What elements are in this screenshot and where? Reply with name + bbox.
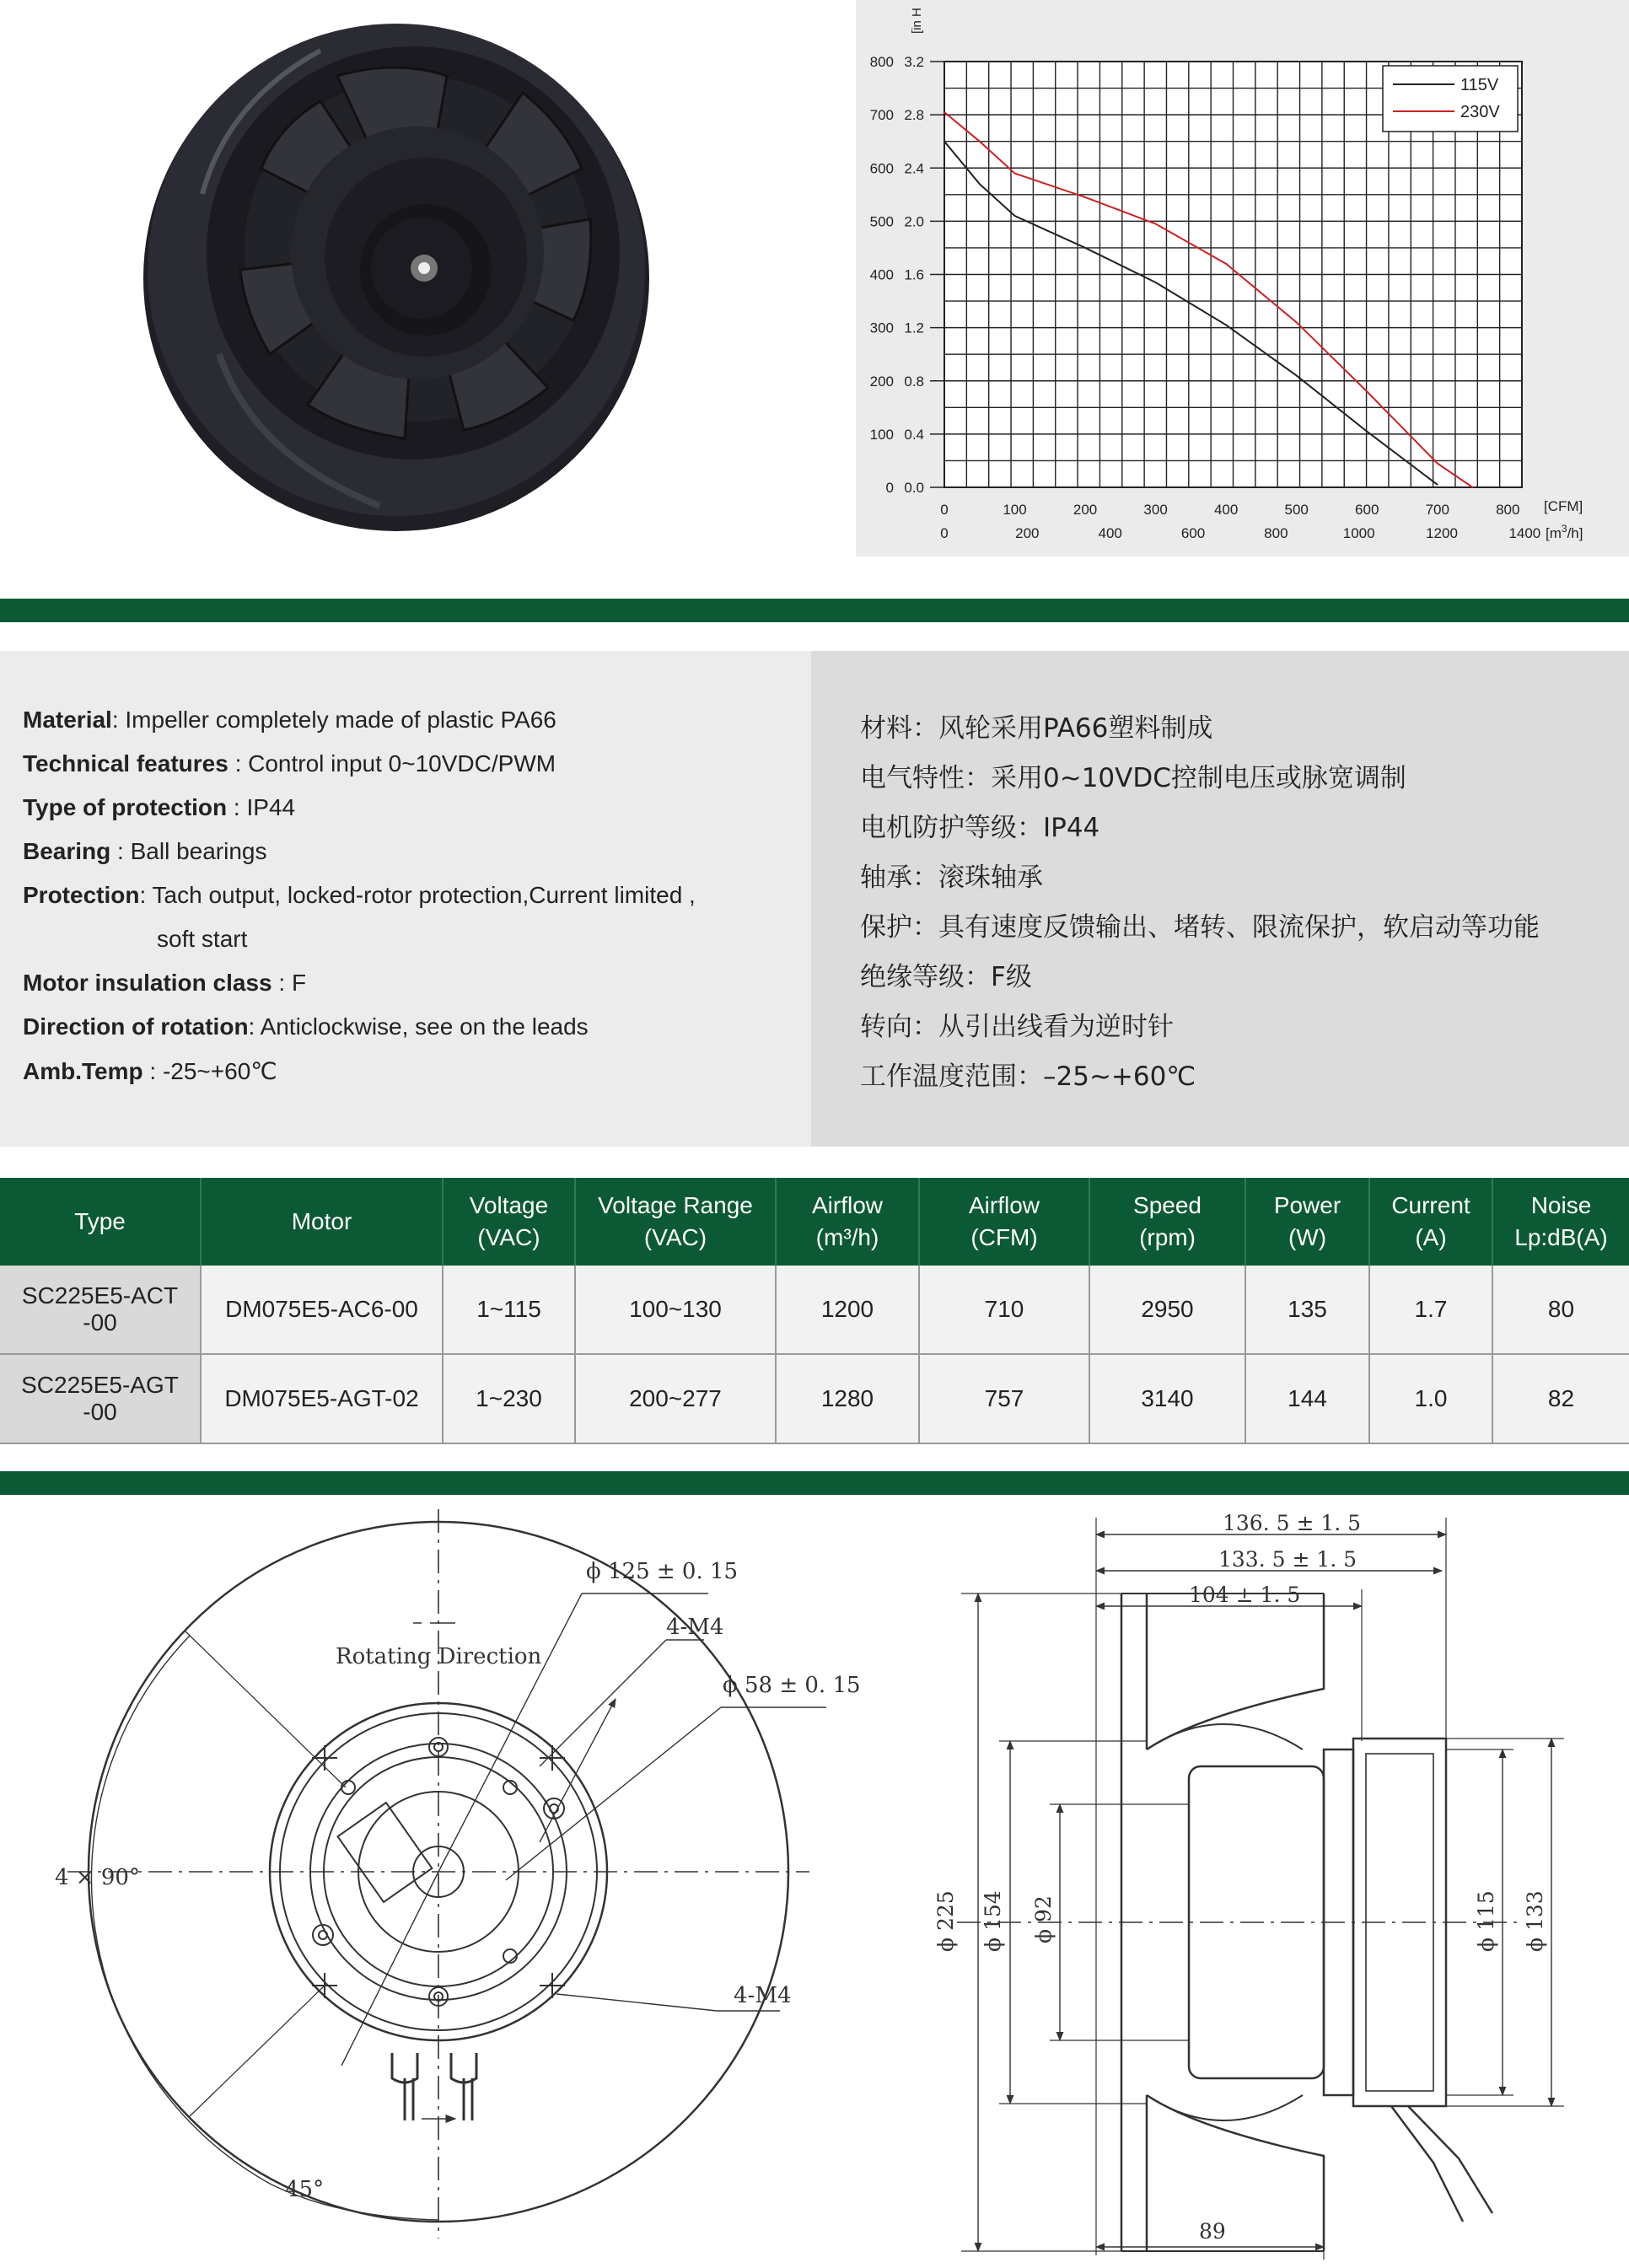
table-header-row (0, 1178, 1629, 1266)
series-point-115v (1084, 247, 1086, 249)
cell-power: 135 (1245, 1266, 1369, 1354)
header-speed: Speed (rpm) (1089, 1178, 1245, 1266)
spec-cn-temperature: 工作温度范围：–25~+60℃ (860, 1061, 1196, 1092)
x-tick-label-cfm: 200 (1073, 502, 1098, 518)
series-point-115v (1225, 325, 1227, 326)
header-power: Power (W) (1245, 1178, 1369, 1266)
series-point-230v (944, 111, 945, 113)
dim-m4-top: 4-M4 (666, 1615, 724, 1640)
dim-d154: ϕ 154 (981, 1890, 1005, 1952)
spec-cn-bearing: 轴承：滚珠轴承 (860, 863, 1043, 893)
y-tick-label-inh: 0.0 (904, 480, 924, 496)
series-point-115v (1155, 282, 1157, 283)
cell-voltage: 1~115 (443, 1266, 575, 1354)
performance-chart-panel (856, 0, 1629, 556)
dim-m4-bottom: 4-M4 (734, 1983, 792, 2008)
y-tick-label-pa: 0 (885, 480, 894, 496)
x-tick-label-cfm: 800 (1496, 502, 1520, 518)
cell-airflow-m3h: 1280 (776, 1354, 919, 1443)
spec-en-bearing: Bearing : Ball bearings (23, 838, 267, 864)
spec-en-insulation: Motor insulation class : F (23, 970, 307, 996)
series-point-230v (1014, 173, 1016, 175)
dim-width-104: 104 ± 1. 5 (1189, 1583, 1301, 1607)
x-tick-label-cfm: 300 (1143, 502, 1168, 518)
spec-en-protection: Protection: Tach output, locked-rotor protection,Current limited , (23, 882, 696, 908)
x-tick-label-m3h: 600 (1180, 525, 1206, 541)
x-tick-label-m3h: 1200 (1426, 525, 1458, 541)
cell-power: 144 (1245, 1354, 1369, 1443)
series-point-230v (1225, 263, 1227, 265)
dim-width-89: 89 (1199, 2219, 1226, 2244)
cell-motor: DM075E5-AGT-02 (201, 1354, 443, 1443)
legend-label: 115V (1460, 76, 1499, 94)
y-tick-label-pa: 100 (869, 426, 894, 443)
y-tick-label-inh: 0.4 (904, 426, 924, 443)
cell-noise: 80 (1492, 1266, 1629, 1354)
dim-width-133-5: 133. 5 ± 1. 5 (1218, 1547, 1358, 1572)
cell-motor: DM075E5-AC6-00 (201, 1266, 443, 1354)
cell-airflow-cfm: 710 (919, 1266, 1089, 1354)
y-tick-label-inh: 2.0 (904, 213, 924, 230)
cell-current: 1.0 (1369, 1354, 1492, 1443)
top-section (0, 0, 1629, 582)
green-divider-top (0, 599, 1629, 622)
dim-d225: ϕ 225 (933, 1890, 958, 1952)
spec-en-amb-temp: Amb.Temp : -25~+60℃ (23, 1058, 277, 1084)
x-axis-unit-m3h: $[m^3/h]$ (1546, 523, 1583, 541)
spec-cn-rotation: 转向：从引出线看为逆时针 (860, 1012, 1174, 1042)
green-divider-bottom (0, 1471, 1629, 1495)
x-tick-label-m3h: 1000 (1342, 525, 1375, 541)
cell-speed: 3140 (1089, 1354, 1245, 1443)
table-row (0, 1354, 1629, 1443)
spec-cn-material: 材料：风轮采用PA66塑料制成 (860, 713, 1213, 744)
spec-cn-protection-grade: 电机防护等级：IP44 (860, 813, 1100, 843)
header-motor: Motor (201, 1178, 443, 1266)
spec-cn-electrical: 电气特性：采用0~10VDC控制电压或脉宽调制 (860, 763, 1406, 793)
spec-en-technical-features: Technical features : Control input 0~10VDC/PWM (23, 750, 556, 777)
y-tick-label-inh: 3.2 (904, 54, 924, 70)
header-voltage-range: Voltage Range (VAC) (575, 1178, 776, 1266)
cell-current: 1.7 (1369, 1266, 1492, 1354)
cell-airflow-cfm: 757 (919, 1354, 1089, 1443)
spec-en-protection-cont: soft start (157, 926, 248, 952)
y-tick-label-pa: 400 (869, 266, 894, 283)
specs-english (0, 651, 811, 1147)
cell-speed: 2950 (1089, 1266, 1245, 1354)
header-noise: Noise Lp:dB(A) (1492, 1178, 1629, 1266)
series-point-230v (1296, 322, 1298, 324)
spec-en-protection-type: Type of protection : IP44 (23, 794, 296, 820)
cell-voltage-range: 100~130 (575, 1266, 776, 1354)
y-tick-label-pa: 500 (869, 213, 894, 230)
y-tick-label-pa: 800 (869, 54, 894, 70)
header-airflow-m3h: Airflow (m³/h) (776, 1178, 919, 1266)
header-airflow-cfm: Airflow (CFM) (919, 1178, 1089, 1266)
cell-type: SC225E5-AGT -00 (0, 1354, 201, 1443)
dim-d58: ϕ 58 ± 0. 15 (723, 1673, 861, 1698)
side-view-drawing (957, 1518, 1564, 2260)
y-tick-label-pa: 200 (869, 373, 894, 390)
y-tick-label-pa: 700 (869, 107, 894, 124)
series-point-230v (1155, 223, 1157, 225)
y-tick-label-pa: 300 (869, 320, 894, 336)
header-type: Type (0, 1178, 201, 1266)
performance-chart (856, 0, 1629, 556)
fan-impeller-photo (126, 0, 666, 535)
series-point-230v (979, 141, 981, 142)
y-tick-label-inh: 1.6 (904, 266, 924, 283)
legend-label: 230V (1460, 103, 1500, 121)
series-point-115v (1014, 215, 1016, 217)
series-point-230v (1366, 391, 1368, 393)
cell-voltage-range: 200~277 (575, 1354, 776, 1443)
header-current: Current (A) (1369, 1178, 1492, 1266)
y-tick-label-inh: 2.8 (904, 107, 924, 124)
model-spec-table (0, 1178, 1629, 1444)
x-tick-label-m3h: 1400 (1508, 525, 1541, 541)
dim-d125: ϕ 125 ± 0. 15 (586, 1559, 739, 1584)
dim-angle-45: 45° (285, 2177, 325, 2202)
specs-chinese (811, 651, 1629, 1147)
series-point-230v (1472, 486, 1474, 488)
technical-drawings (0, 1497, 1629, 2268)
dim-d92: ϕ 92 (1031, 1895, 1056, 1943)
dim-d133: ϕ 133 (1523, 1890, 1547, 1952)
spec-cn-protection: 保护：具有速度反馈输出、堵转、限流保护，软启动等功能 (860, 912, 1540, 943)
x-tick-label-m3h: 400 (1098, 525, 1122, 541)
header-voltage: Voltage (VAC) (443, 1178, 575, 1266)
dim-width-136-5: 136. 5 ± 1. 5 (1223, 1511, 1362, 1535)
x-tick-label-m3h: 800 (1264, 525, 1288, 541)
dim-angle-4x90: 4 × 90° (55, 1865, 140, 1890)
x-tick-label-cfm: 0 (940, 502, 949, 518)
series-point-230v (1084, 196, 1086, 198)
x-tick-label-m3h: 0 (940, 525, 949, 541)
y-tick-label-pa: 600 (869, 160, 894, 177)
spec-en-material: Material: Impeller completely made of plastic PA66 (23, 707, 556, 733)
y-tick-label-inh: 0.8 (904, 373, 924, 390)
x-axis-unit-cfm: [CFM] (1544, 498, 1583, 514)
spec-en-rotation: Direction of rotation: Anticlockwise, see on the leads (23, 1013, 589, 1040)
series-point-230v (1437, 463, 1438, 465)
x-tick-label-cfm: 600 (1355, 502, 1379, 518)
x-tick-label-m3h: 200 (1015, 525, 1040, 541)
series-point-115v (979, 183, 981, 185)
dim-d115: ϕ 115 (1474, 1890, 1498, 1952)
spec-cn-insulation: 绝缘等级：F级 (860, 962, 1032, 992)
side-view-labels (933, 1511, 1547, 2244)
x-tick-label-cfm: 400 (1213, 502, 1239, 518)
series-point-115v (944, 141, 945, 142)
x-tick-label-cfm: 700 (1425, 502, 1449, 518)
x-tick-label-cfm: 100 (1003, 502, 1027, 518)
y-tick-label-inh: 1.2 (904, 320, 924, 336)
series-point-115v (1437, 484, 1438, 486)
cell-type: SC225E5-ACT -00 (0, 1266, 201, 1354)
chart-legend (1383, 66, 1518, 132)
cell-voltage: 1~230 (443, 1354, 575, 1443)
cell-airflow-m3h: 1200 (776, 1266, 919, 1354)
front-view-drawing (59, 1497, 826, 2251)
series-point-115v (1296, 375, 1298, 377)
x-tick-label-cfm: 500 (1284, 502, 1309, 518)
cell-noise: 82 (1492, 1354, 1629, 1443)
rotating-direction-label: Rotating Direction (336, 1644, 542, 1669)
y-tick-label-inh: 2.4 (904, 160, 924, 177)
table-row (0, 1266, 1629, 1354)
series-point-115v (1366, 431, 1368, 433)
y-axis-unit-inh: [in H (910, 8, 924, 34)
